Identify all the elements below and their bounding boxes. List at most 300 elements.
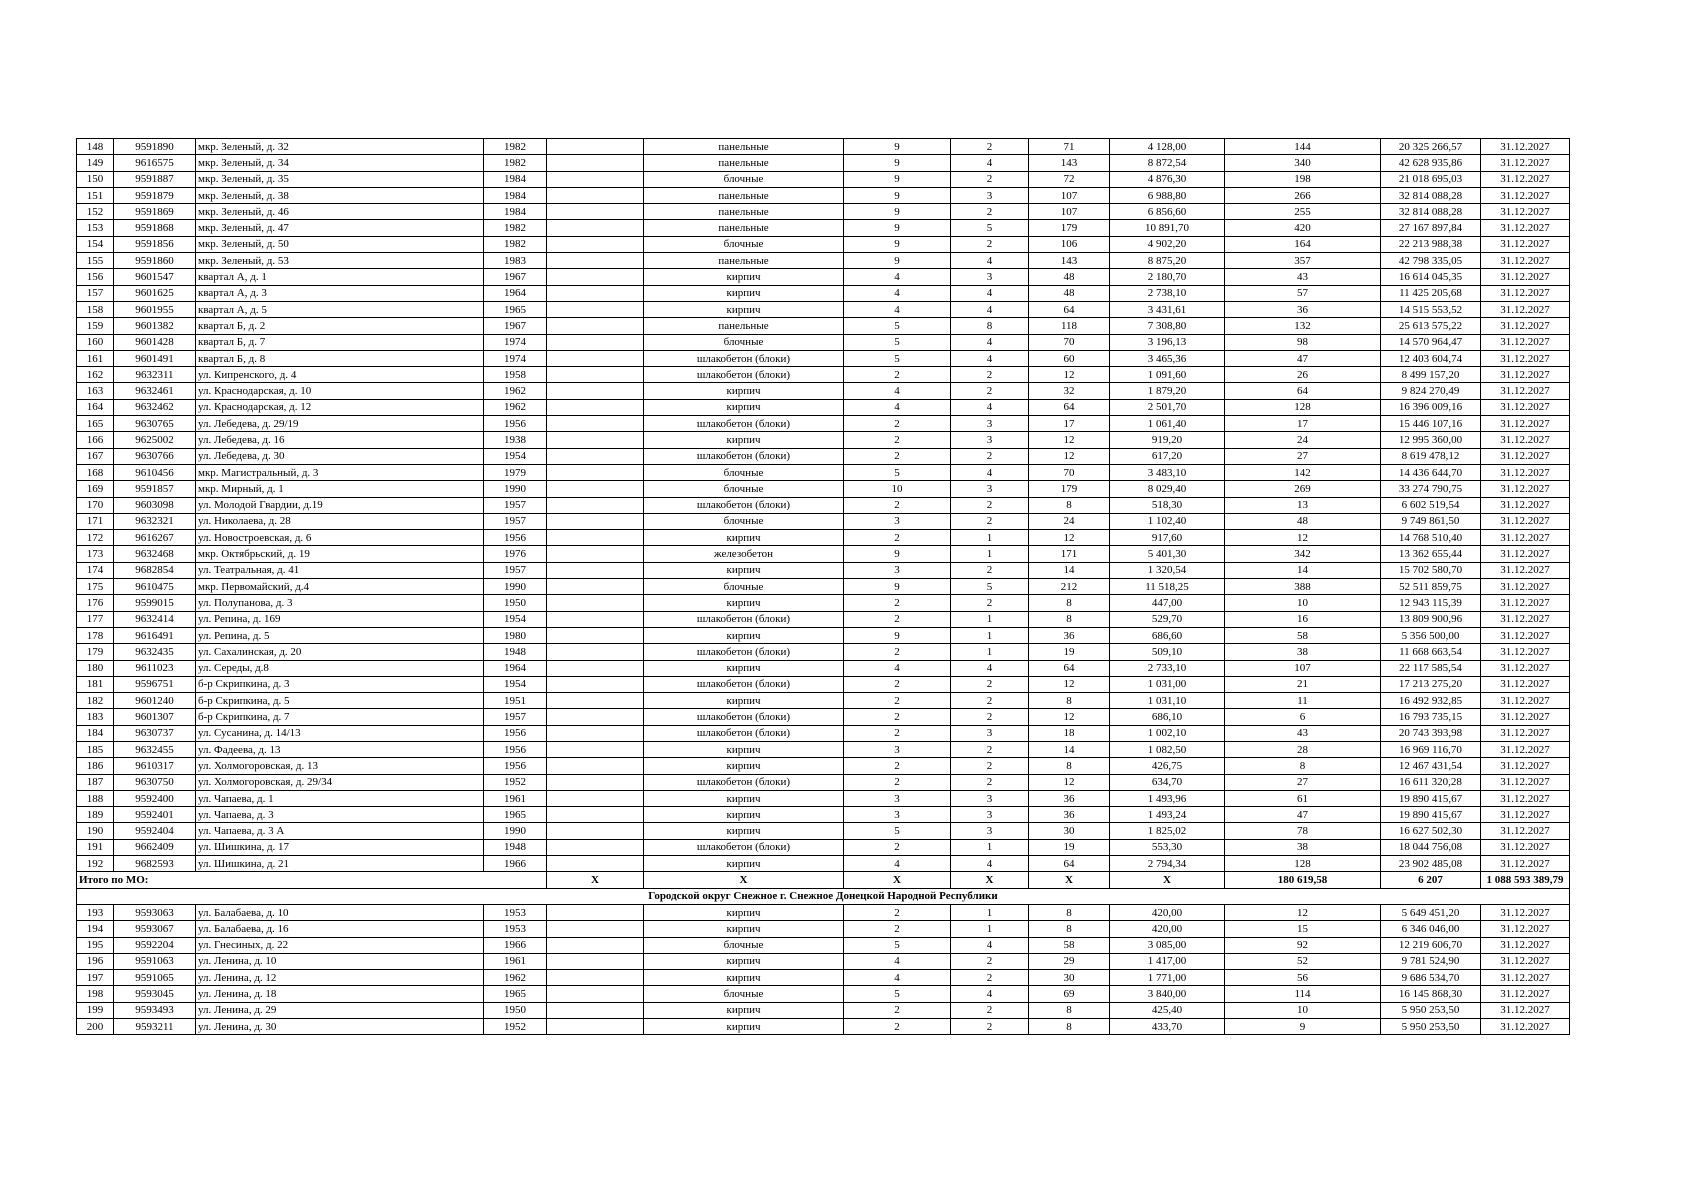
table-cell: 24 bbox=[1029, 513, 1110, 529]
total-label: Итого по МО: bbox=[77, 872, 547, 888]
table-cell: 1957 bbox=[484, 513, 547, 529]
table-row bbox=[77, 546, 1570, 562]
table-cell: 64 bbox=[1029, 301, 1110, 317]
table-cell: 9682854 bbox=[114, 562, 196, 578]
address-cell: ул. Краснодарская, д. 10 bbox=[196, 383, 484, 399]
table-cell bbox=[547, 904, 644, 920]
table-cell: 2 bbox=[844, 530, 951, 546]
table-cell: 24 bbox=[1225, 432, 1381, 448]
table-cell: 1976 bbox=[484, 546, 547, 562]
table-cell: 12 bbox=[1225, 530, 1381, 546]
table-cell: 31.12.2027 bbox=[1481, 546, 1570, 562]
table-cell bbox=[547, 953, 644, 969]
table-cell: 9616267 bbox=[114, 530, 196, 546]
table-cell: кирпич bbox=[644, 562, 844, 578]
table-cell: 6 346 046,00 bbox=[1381, 921, 1481, 937]
table-cell: 1954 bbox=[484, 448, 547, 464]
table-cell: 142 bbox=[1225, 464, 1381, 480]
address-cell: ул. Сусанина, д. 14/13 bbox=[196, 725, 484, 741]
address-cell: квартал А, д. 3 bbox=[196, 285, 484, 301]
table-cell: 1965 bbox=[484, 807, 547, 823]
table-cell: 2 501,70 bbox=[1110, 399, 1225, 415]
table-cell: 1 bbox=[951, 839, 1029, 855]
table-cell: 15 702 580,70 bbox=[1381, 562, 1481, 578]
table-cell: 14 570 964,47 bbox=[1381, 334, 1481, 350]
table-cell: 5 bbox=[951, 579, 1029, 595]
table-cell: 9 bbox=[844, 546, 951, 562]
table-cell bbox=[547, 171, 644, 187]
table-cell: 9601625 bbox=[114, 285, 196, 301]
address-cell: ул. Ленина, д. 29 bbox=[196, 1002, 484, 1018]
table-cell: кирпич bbox=[644, 693, 844, 709]
table-cell bbox=[547, 660, 644, 676]
table-cell: 10 bbox=[844, 481, 951, 497]
table-cell: 9632435 bbox=[114, 644, 196, 660]
table-cell: 16 bbox=[1225, 611, 1381, 627]
table-cell: 2 bbox=[844, 758, 951, 774]
table-cell: 5 bbox=[844, 823, 951, 839]
table-cell: 13 bbox=[1225, 497, 1381, 513]
address-cell: ул. Новостроевская, д. 6 bbox=[196, 530, 484, 546]
table-cell: 4 bbox=[844, 285, 951, 301]
table-cell: шлакобетон (блоки) bbox=[644, 709, 844, 725]
table-cell: 31.12.2027 bbox=[1481, 579, 1570, 595]
table-cell: 8 872,54 bbox=[1110, 155, 1225, 171]
table-cell: 166 bbox=[77, 432, 114, 448]
table-cell: 16 793 735,15 bbox=[1381, 709, 1481, 725]
table-cell: 8 499 157,20 bbox=[1381, 367, 1481, 383]
table-cell: 1974 bbox=[484, 350, 547, 366]
table-cell: 17 bbox=[1225, 416, 1381, 432]
table-cell: 42 628 935,86 bbox=[1381, 155, 1481, 171]
table-cell: 2 bbox=[951, 497, 1029, 513]
table-cell: 9601491 bbox=[114, 350, 196, 366]
table-cell bbox=[547, 285, 644, 301]
table-cell: 47 bbox=[1225, 807, 1381, 823]
table-cell: 36 bbox=[1225, 301, 1381, 317]
table-cell: 9 bbox=[844, 579, 951, 595]
total-cell: X bbox=[951, 872, 1029, 888]
table-cell: кирпич bbox=[644, 269, 844, 285]
address-cell: мкр. Магистральный, д. 3 bbox=[196, 464, 484, 480]
table-cell: 10 891,70 bbox=[1110, 220, 1225, 236]
table-cell: 3 bbox=[844, 513, 951, 529]
table-cell: 1982 bbox=[484, 139, 547, 155]
table-cell: 38 bbox=[1225, 839, 1381, 855]
table-row bbox=[77, 562, 1570, 578]
table-cell: 1984 bbox=[484, 204, 547, 220]
table-cell: 2 bbox=[844, 693, 951, 709]
table-cell: 31.12.2027 bbox=[1481, 187, 1570, 203]
address-cell: квартал Б, д. 8 bbox=[196, 350, 484, 366]
table-cell: железобетон bbox=[644, 546, 844, 562]
table-cell: 2 bbox=[951, 171, 1029, 187]
table-cell: 158 bbox=[77, 301, 114, 317]
section-title: Городской округ Снежное г. Снежное Донецкой Народной Республики bbox=[77, 888, 1570, 904]
table-row bbox=[77, 236, 1570, 252]
table-cell bbox=[547, 758, 644, 774]
table-cell bbox=[547, 464, 644, 480]
table-cell: 420,00 bbox=[1110, 904, 1225, 920]
table-cell: 48 bbox=[1225, 513, 1381, 529]
table-cell: 11 bbox=[1225, 693, 1381, 709]
table-cell: 174 bbox=[77, 562, 114, 578]
table-cell: 190 bbox=[77, 823, 114, 839]
table-cell: 60 bbox=[1029, 350, 1110, 366]
table-cell: 71 bbox=[1029, 139, 1110, 155]
table-cell: 58 bbox=[1225, 627, 1381, 643]
table-cell: 1953 bbox=[484, 921, 547, 937]
table-cell: 11 668 663,54 bbox=[1381, 644, 1481, 660]
table-cell: 180 bbox=[77, 660, 114, 676]
table-cell: 9682593 bbox=[114, 856, 196, 872]
table-cell: 31.12.2027 bbox=[1481, 481, 1570, 497]
table-cell: 255 bbox=[1225, 204, 1381, 220]
address-cell: мкр. Зеленый, д. 53 bbox=[196, 253, 484, 269]
table-cell: 1954 bbox=[484, 611, 547, 627]
table-cell: 1 879,20 bbox=[1110, 383, 1225, 399]
table-cell: 1990 bbox=[484, 823, 547, 839]
table-cell: 9593063 bbox=[114, 904, 196, 920]
address-cell: квартал Б, д. 2 bbox=[196, 318, 484, 334]
table-cell: 17 213 275,20 bbox=[1381, 676, 1481, 692]
table-cell: 1 061,40 bbox=[1110, 416, 1225, 432]
table-cell: 420 bbox=[1225, 220, 1381, 236]
table-cell: 12 403 604,74 bbox=[1381, 350, 1481, 366]
table-cell: 4 bbox=[844, 301, 951, 317]
table-cell: 30 bbox=[1029, 823, 1110, 839]
table-cell bbox=[547, 383, 644, 399]
table-cell bbox=[547, 644, 644, 660]
table-cell: 36 bbox=[1029, 627, 1110, 643]
table-cell: 3 085,00 bbox=[1110, 937, 1225, 953]
table-cell: 194 bbox=[77, 921, 114, 937]
table-cell: 23 902 485,08 bbox=[1381, 856, 1481, 872]
table-cell: 1964 bbox=[484, 660, 547, 676]
table-row bbox=[77, 709, 1570, 725]
table-row bbox=[77, 416, 1570, 432]
table-cell: 31.12.2027 bbox=[1481, 562, 1570, 578]
table-row bbox=[77, 464, 1570, 480]
table-cell: 529,70 bbox=[1110, 611, 1225, 627]
table-cell: 14 768 510,40 bbox=[1381, 530, 1481, 546]
table-cell bbox=[547, 530, 644, 546]
table-cell: 159 bbox=[77, 318, 114, 334]
table-cell: 2 bbox=[844, 367, 951, 383]
table-cell bbox=[547, 139, 644, 155]
table-cell: 197 bbox=[77, 970, 114, 986]
table-cell: кирпич bbox=[644, 1002, 844, 1018]
table-cell: 2 bbox=[951, 448, 1029, 464]
total-cell: X bbox=[1029, 872, 1110, 888]
table-cell: 6 856,60 bbox=[1110, 204, 1225, 220]
table-cell: 31.12.2027 bbox=[1481, 627, 1570, 643]
address-cell: ул. Холмогоровская, д. 13 bbox=[196, 758, 484, 774]
table-cell: 195 bbox=[77, 937, 114, 953]
table-cell: 16 611 320,28 bbox=[1381, 774, 1481, 790]
table-cell bbox=[547, 432, 644, 448]
total-cell: X bbox=[844, 872, 951, 888]
table-cell: блочные bbox=[644, 513, 844, 529]
table-cell: 4 bbox=[844, 383, 951, 399]
table-cell: 64 bbox=[1225, 383, 1381, 399]
table-cell bbox=[547, 611, 644, 627]
table-cell: 155 bbox=[77, 253, 114, 269]
table-cell: 31.12.2027 bbox=[1481, 904, 1570, 920]
table-cell: 9591879 bbox=[114, 187, 196, 203]
table-cell: кирпич bbox=[644, 383, 844, 399]
housing-register-table bbox=[76, 138, 1570, 1035]
table-cell: 7 308,80 bbox=[1110, 318, 1225, 334]
table-cell: 3 bbox=[844, 741, 951, 757]
table-cell: 70 bbox=[1029, 464, 1110, 480]
address-cell: ул. Молодой Гвардии, д.19 bbox=[196, 497, 484, 513]
table-cell: 9632455 bbox=[114, 741, 196, 757]
table-cell: 32 814 088,28 bbox=[1381, 187, 1481, 203]
table-cell: 198 bbox=[77, 986, 114, 1002]
table-cell: кирпич bbox=[644, 758, 844, 774]
table-cell: 1966 bbox=[484, 937, 547, 953]
table-cell: 4 bbox=[951, 660, 1029, 676]
table-cell: 9591857 bbox=[114, 481, 196, 497]
address-cell: б-р Скрипкина, д. 5 bbox=[196, 693, 484, 709]
table-cell: 2 bbox=[951, 236, 1029, 252]
table-cell: 18 044 756,08 bbox=[1381, 839, 1481, 855]
table-cell: 9593067 bbox=[114, 921, 196, 937]
table-cell: 8 bbox=[1225, 758, 1381, 774]
table-body-part-2 bbox=[77, 904, 1570, 1034]
table-cell: 1956 bbox=[484, 416, 547, 432]
table-cell: кирпич bbox=[644, 970, 844, 986]
table-cell: 31.12.2027 bbox=[1481, 676, 1570, 692]
table-cell: 1980 bbox=[484, 627, 547, 643]
table-cell: 173 bbox=[77, 546, 114, 562]
table-cell: 31.12.2027 bbox=[1481, 595, 1570, 611]
table-cell: 2 bbox=[844, 839, 951, 855]
table-cell: 4 bbox=[951, 155, 1029, 171]
table-cell bbox=[547, 155, 644, 171]
table-cell: 9610475 bbox=[114, 579, 196, 595]
table-cell: 48 bbox=[1029, 285, 1110, 301]
address-cell: мкр. Зеленый, д. 38 bbox=[196, 187, 484, 203]
table-cell: шлакобетон (блоки) bbox=[644, 725, 844, 741]
table-cell: 148 bbox=[77, 139, 114, 155]
table-cell: 2 bbox=[844, 416, 951, 432]
table-cell: 9 bbox=[844, 139, 951, 155]
table-cell: 8 bbox=[1029, 904, 1110, 920]
address-cell: ул. Кипренского, д. 4 bbox=[196, 367, 484, 383]
table-cell: панельные bbox=[644, 253, 844, 269]
section-header-row bbox=[77, 888, 1570, 904]
table-cell: 617,20 bbox=[1110, 448, 1225, 464]
table-row bbox=[77, 595, 1570, 611]
table-cell: 4 bbox=[951, 334, 1029, 350]
table-cell: 9632461 bbox=[114, 383, 196, 399]
table-cell: 12 bbox=[1029, 367, 1110, 383]
table-row bbox=[77, 953, 1570, 969]
table-cell bbox=[547, 579, 644, 595]
table-cell: 16 145 868,30 bbox=[1381, 986, 1481, 1002]
table-cell: 3 196,13 bbox=[1110, 334, 1225, 350]
table-cell: 47 bbox=[1225, 350, 1381, 366]
table-cell: 171 bbox=[1029, 546, 1110, 562]
table-cell: 2 794,34 bbox=[1110, 856, 1225, 872]
table-body-part-1 bbox=[77, 139, 1570, 872]
address-cell: ул. Репина, д. 169 bbox=[196, 611, 484, 627]
table-cell: 1984 bbox=[484, 187, 547, 203]
table-cell: 11 425 205,68 bbox=[1381, 285, 1481, 301]
table-cell: блочные bbox=[644, 334, 844, 350]
table-cell: 9625002 bbox=[114, 432, 196, 448]
table-cell: 31.12.2027 bbox=[1481, 139, 1570, 155]
table-row bbox=[77, 676, 1570, 692]
address-cell: б-р Скрипкина, д. 7 bbox=[196, 709, 484, 725]
table-cell: 1965 bbox=[484, 986, 547, 1002]
table-cell: 32 bbox=[1029, 383, 1110, 399]
table-row bbox=[77, 904, 1570, 920]
table-cell: 32 814 088,28 bbox=[1381, 204, 1481, 220]
table-cell: блочные bbox=[644, 579, 844, 595]
table-cell: 5 356 500,00 bbox=[1381, 627, 1481, 643]
table-row bbox=[77, 986, 1570, 1002]
table-cell bbox=[547, 709, 644, 725]
address-cell: б-р Скрипкина, д. 3 bbox=[196, 676, 484, 692]
table-cell: кирпич bbox=[644, 856, 844, 872]
table-cell: 9632462 bbox=[114, 399, 196, 415]
table-cell: шлакобетон (блоки) bbox=[644, 839, 844, 855]
table-cell: 8 bbox=[1029, 1019, 1110, 1035]
table-cell: 3 bbox=[951, 269, 1029, 285]
table-cell: 31.12.2027 bbox=[1481, 530, 1570, 546]
table-cell: 1948 bbox=[484, 839, 547, 855]
table-cell: 154 bbox=[77, 236, 114, 252]
table-cell: 52 bbox=[1225, 953, 1381, 969]
table-cell: 163 bbox=[77, 383, 114, 399]
table-cell: 2 bbox=[951, 774, 1029, 790]
table-cell: кирпич bbox=[644, 953, 844, 969]
table-row bbox=[77, 367, 1570, 383]
table-cell: 31.12.2027 bbox=[1481, 693, 1570, 709]
table-cell: 19 890 415,67 bbox=[1381, 790, 1481, 806]
table-cell: 14 bbox=[1029, 741, 1110, 757]
table-cell: 9630750 bbox=[114, 774, 196, 790]
table-cell: 58 bbox=[1029, 937, 1110, 953]
table-row bbox=[77, 741, 1570, 757]
table-cell: 919,20 bbox=[1110, 432, 1225, 448]
table-cell: 168 bbox=[77, 464, 114, 480]
table-cell: 12 bbox=[1029, 774, 1110, 790]
table-cell: 31.12.2027 bbox=[1481, 253, 1570, 269]
table-cell: 9603098 bbox=[114, 497, 196, 513]
table-cell bbox=[547, 790, 644, 806]
table-cell: 20 743 393,98 bbox=[1381, 725, 1481, 741]
table-cell: 9662409 bbox=[114, 839, 196, 855]
table-cell: шлакобетон (блоки) bbox=[644, 676, 844, 692]
table-cell: 170 bbox=[77, 497, 114, 513]
address-cell: мкр. Октябрьский, д. 19 bbox=[196, 546, 484, 562]
table-cell: 182 bbox=[77, 693, 114, 709]
table-cell: 8 bbox=[951, 318, 1029, 334]
table-cell: блочные bbox=[644, 986, 844, 1002]
table-cell: 114 bbox=[1225, 986, 1381, 1002]
table-cell: 172 bbox=[77, 530, 114, 546]
table-cell: 9592400 bbox=[114, 790, 196, 806]
table-cell: 9596751 bbox=[114, 676, 196, 692]
table-cell: 3 bbox=[951, 823, 1029, 839]
table-cell: 2 bbox=[951, 693, 1029, 709]
table-cell: 9591869 bbox=[114, 204, 196, 220]
table-cell: 31.12.2027 bbox=[1481, 236, 1570, 252]
table-cell: 3 bbox=[951, 807, 1029, 823]
table-row bbox=[77, 448, 1570, 464]
table-cell: 1962 bbox=[484, 399, 547, 415]
table-cell: 357 bbox=[1225, 253, 1381, 269]
address-cell: ул. Репина, д. 5 bbox=[196, 627, 484, 643]
table-cell: 9630765 bbox=[114, 416, 196, 432]
table-cell bbox=[547, 595, 644, 611]
table-cell: 340 bbox=[1225, 155, 1381, 171]
table-cell: 420,00 bbox=[1110, 921, 1225, 937]
table-row bbox=[77, 350, 1570, 366]
total-cell: X bbox=[1110, 872, 1225, 888]
table-cell: 31.12.2027 bbox=[1481, 1019, 1570, 1035]
table-cell: 72 bbox=[1029, 171, 1110, 187]
table-cell: 1 320,54 bbox=[1110, 562, 1225, 578]
table-cell: 1979 bbox=[484, 464, 547, 480]
table-cell: 2 bbox=[844, 644, 951, 660]
table-cell: 9 686 534,70 bbox=[1381, 970, 1481, 986]
table-cell: 388 bbox=[1225, 579, 1381, 595]
address-cell: ул. Ленина, д. 30 bbox=[196, 1019, 484, 1035]
table-cell: 1966 bbox=[484, 856, 547, 872]
table-row bbox=[77, 481, 1570, 497]
table-cell: 9601547 bbox=[114, 269, 196, 285]
table-cell: 2 bbox=[844, 676, 951, 692]
address-cell: мкр. Зеленый, д. 47 bbox=[196, 220, 484, 236]
table-cell: 169 bbox=[77, 481, 114, 497]
table-row bbox=[77, 253, 1570, 269]
table-cell bbox=[547, 1019, 644, 1035]
table-cell: кирпич bbox=[644, 823, 844, 839]
table-cell: панельные bbox=[644, 318, 844, 334]
table-row bbox=[77, 383, 1570, 399]
table-row bbox=[77, 856, 1570, 872]
table-cell: 16 614 045,35 bbox=[1381, 269, 1481, 285]
table-cell: 9 bbox=[844, 627, 951, 643]
table-cell: 12 bbox=[1029, 676, 1110, 692]
table-cell: 9632311 bbox=[114, 367, 196, 383]
table-cell: 9 bbox=[844, 204, 951, 220]
table-row bbox=[77, 774, 1570, 790]
table-cell bbox=[547, 204, 644, 220]
table-cell: 3 431,61 bbox=[1110, 301, 1225, 317]
table-cell: 5 bbox=[844, 334, 951, 350]
table-cell: 132 bbox=[1225, 318, 1381, 334]
table-cell: 48 bbox=[1029, 269, 1110, 285]
table-cell: 10 bbox=[1225, 1002, 1381, 1018]
table-cell: кирпич bbox=[644, 399, 844, 415]
address-cell: ул. Гнесиных, д. 22 bbox=[196, 937, 484, 953]
table-cell: 179 bbox=[1029, 481, 1110, 497]
table-cell: 1951 bbox=[484, 693, 547, 709]
table-cell: 19 890 415,67 bbox=[1381, 807, 1481, 823]
table-cell bbox=[547, 774, 644, 790]
table-cell: 2 bbox=[951, 383, 1029, 399]
table-cell: 8 bbox=[1029, 758, 1110, 774]
table-cell: блочные bbox=[644, 236, 844, 252]
table-cell: 8 bbox=[1029, 921, 1110, 937]
table-cell: кирпич bbox=[644, 432, 844, 448]
